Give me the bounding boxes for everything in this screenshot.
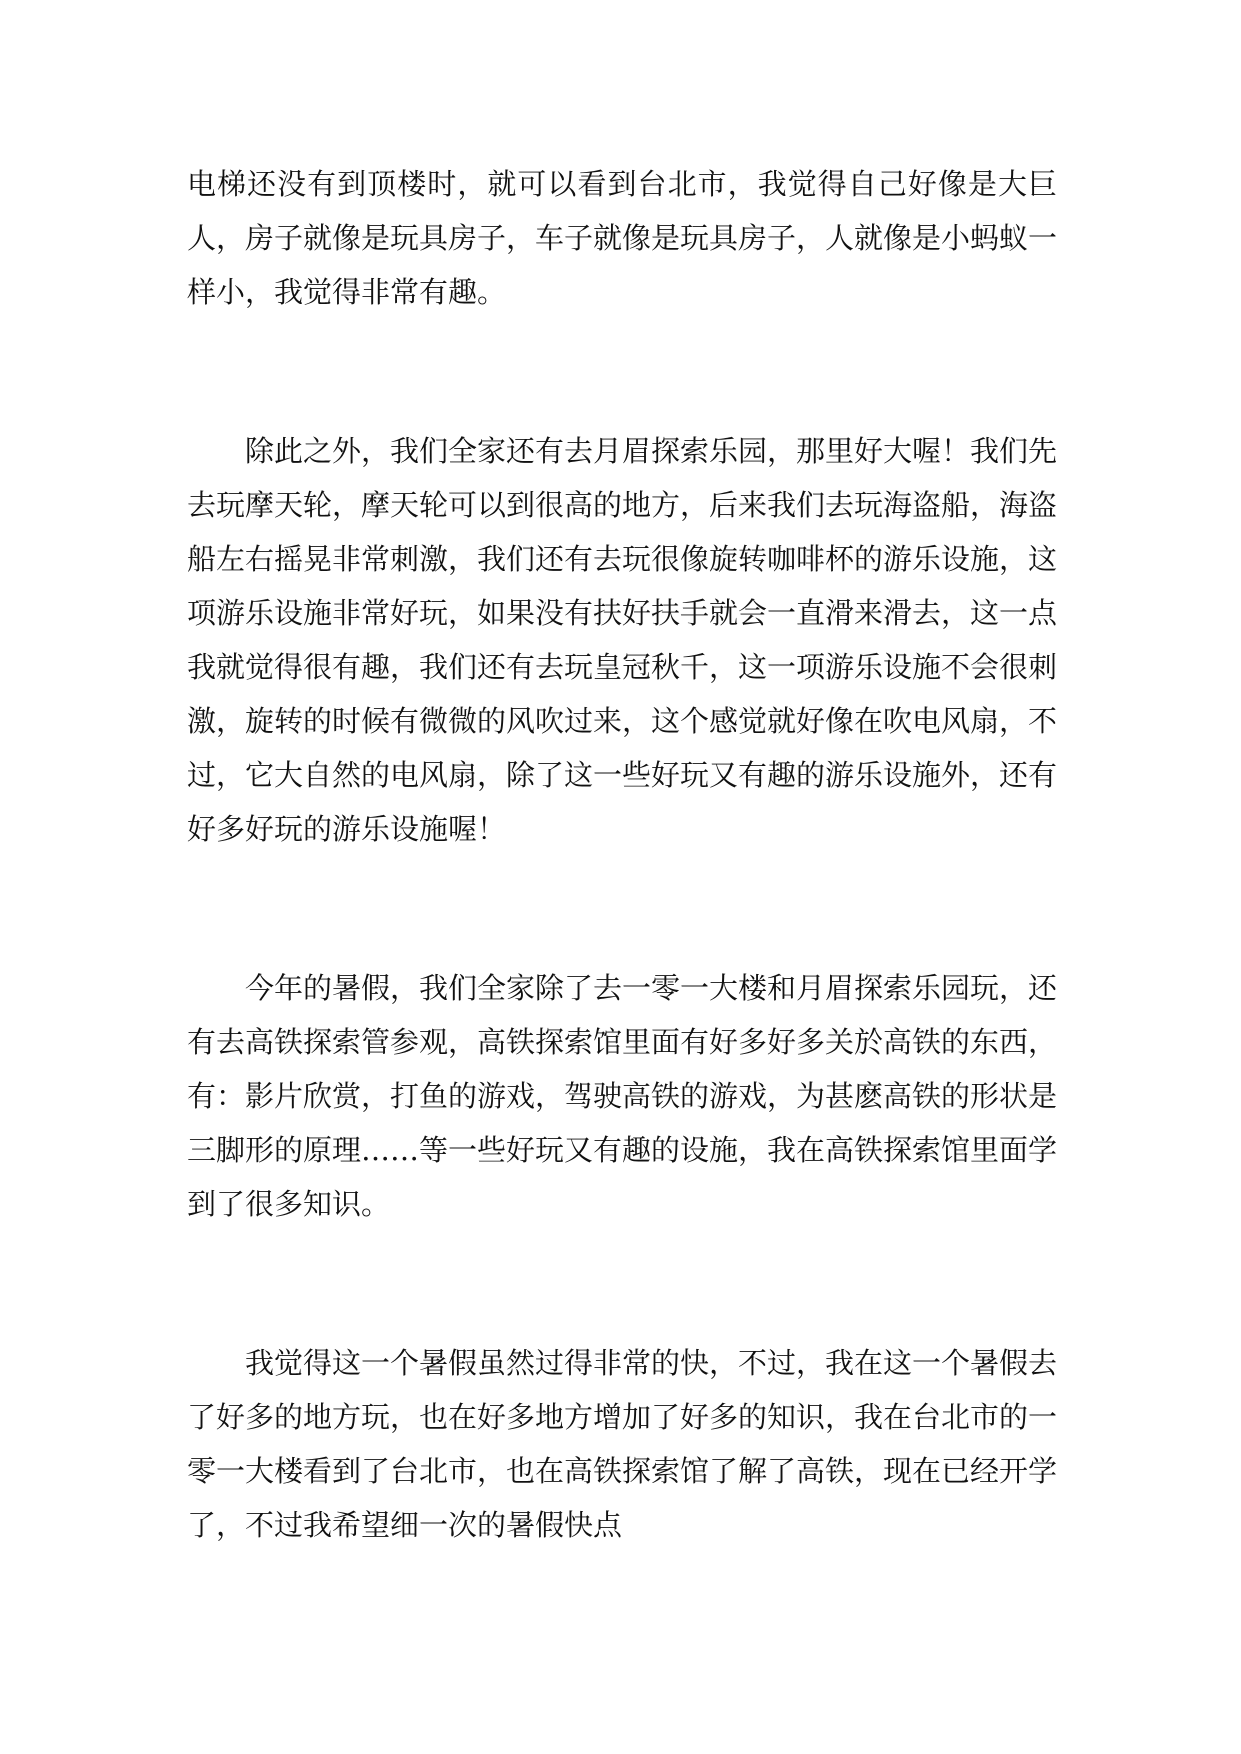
document-body: [187, 157, 1057, 1552]
paragraph-4: 我觉得这一个暑假虽然过得非常的快，不过，我在这一个暑假去了好多的地方玩，也在好多地方增加了好多的知识，我在台北市的一零一大楼看到了台北市，也在高铁探索馆了解了高铁，现在已经开学了，不过我希望细一次的暑假快点: [187, 1346, 1058, 1542]
paragraph-gap: [187, 1231, 1057, 1336]
paragraph-2: 除此之外，我们全家还有去月眉探索乐园，那里好大喔！我们先去玩摩天轮，摩天轮可以到很高的地方，后来我们去玩海盗船，海盗船左右摇晃非常刺激，我们还有去玩很像旋转咖啡杯的游乐设施，这项游乐设施非常好玩，如果没有扶好扶手就会一直滑来滑去，这一点我就觉得很有趣，我们还有去玩皇冠秋千，这一项游乐设施不会很刺激，旋转的时候有微微的风吹过来，这个感觉就好像在吹电风扇，不过，它大自然的电风扇，除了这一些好玩又有趣的游乐设施外，还有好多好玩的游乐设施喔！: [187, 434, 1058, 846]
paragraph-1: 电梯还没有到顶楼时，就可以看到台北市，我觉得自己好像是大巨人，房子就像是玩具房子，车子就像是玩具房子，人就像是小蚂蚁一样小，我觉得非常有趣。: [187, 167, 1058, 309]
paragraph-gap: [187, 856, 1057, 961]
paragraph-3: 今年的暑假，我们全家除了去一零一大楼和月眉探索乐园玩，还有去高铁探索管参观，高铁探索馆里面有好多好多关於高铁的东西，有：影片欣赏，打鱼的游戏，驾驶高铁的游戏，为甚麽高铁的形状是三脚形的原理……等一些好玩又有趣的设施，我在高铁探索馆里面学到了很多知识。: [187, 971, 1058, 1221]
paragraph-gap: [187, 319, 1057, 424]
